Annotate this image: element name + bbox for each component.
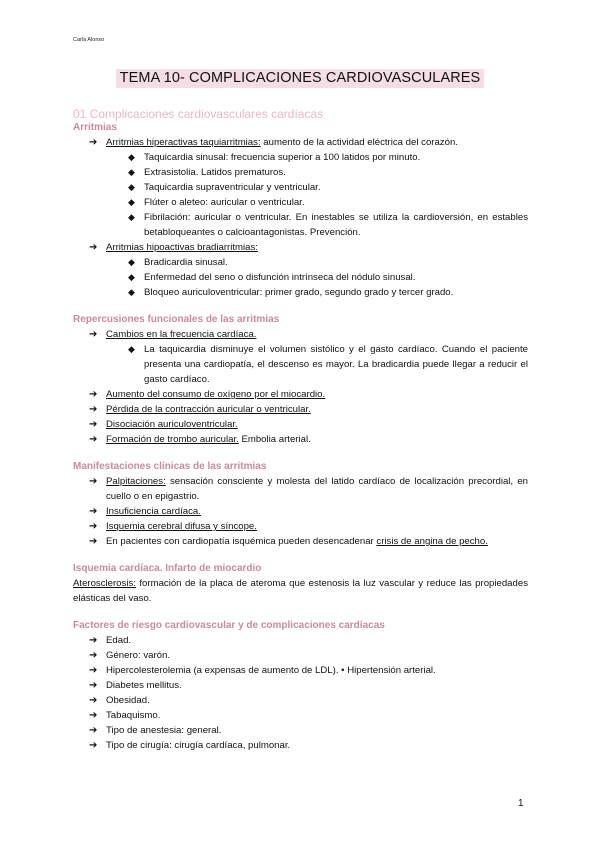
arrow-icon: ➔ bbox=[89, 665, 98, 676]
diamond-icon: ◆ bbox=[128, 152, 135, 162]
item-term: Arritmias hipoactivas bradiarritmias: bbox=[106, 242, 258, 253]
sub-item-text: Bradicardia sinusal. bbox=[144, 257, 228, 268]
diamond-icon: ◆ bbox=[128, 212, 135, 222]
item-term: Arritmias hiperactivas taquiarritmias: bbox=[106, 137, 261, 148]
paragraph-text: formación de la placa de ateroma que estenosis la luz vascular y reduce las propiedades elásticas del vaso. bbox=[73, 578, 528, 604]
spacer bbox=[73, 549, 528, 561]
arrow-icon: ➔ bbox=[89, 650, 98, 661]
arrow-icon: ➔ bbox=[89, 635, 98, 646]
item-text: Embolia arterial. bbox=[238, 434, 311, 445]
arrow-icon: ➔ bbox=[89, 389, 98, 400]
isquemia-heading: Isquemia cardíaca. Infarto de miocardio bbox=[73, 563, 262, 574]
sub-item-text: Bloqueo auriculoventricular: primer grado, segundo grado y tercer grado. bbox=[144, 287, 454, 298]
item-term: Palpitaciones: bbox=[106, 476, 166, 487]
list-item bbox=[73, 693, 528, 708]
author-name: Carla Alonso bbox=[73, 37, 105, 43]
list-item bbox=[73, 504, 528, 519]
sub-list-item bbox=[73, 270, 528, 285]
list-item bbox=[73, 633, 528, 648]
list-item bbox=[73, 327, 528, 342]
sub-item-text: Extrasistolia. Latidos prematuros. bbox=[144, 167, 286, 178]
item-text: sensación consciente y molesta del latido cardíaco de localización precordial, en cuello o en epigastrio. bbox=[106, 476, 528, 502]
item-text: Obesidad. bbox=[106, 695, 150, 706]
list-item bbox=[73, 135, 528, 150]
list-item bbox=[73, 519, 528, 534]
list-item bbox=[73, 402, 528, 417]
arrow-icon: ➔ bbox=[89, 710, 98, 721]
arrow-icon: ➔ bbox=[89, 242, 98, 253]
item-text: Cambios en la frecuencia cardíaca. bbox=[106, 329, 257, 340]
arrow-icon: ➔ bbox=[89, 419, 98, 430]
sub-list-item bbox=[73, 180, 528, 195]
item-text: Tabaquismo. bbox=[106, 710, 161, 721]
sub-list-item bbox=[73, 195, 528, 210]
arritmias-heading: Arritmias bbox=[73, 122, 117, 133]
diamond-icon: ◆ bbox=[128, 344, 135, 354]
list-item bbox=[73, 432, 528, 447]
arrow-icon: ➔ bbox=[89, 521, 98, 532]
factores-heading: Factores de riesgo cardiovascular y de complicaciones cardíacas bbox=[73, 620, 385, 631]
arrow-icon: ➔ bbox=[89, 404, 98, 415]
arrow-icon: ➔ bbox=[89, 680, 98, 691]
item-term: crisis de angina de pecho. bbox=[376, 536, 488, 547]
arrow-icon: ➔ bbox=[89, 137, 98, 148]
item-text: Tipo de anestesia: general. bbox=[106, 725, 222, 736]
paragraph bbox=[73, 576, 528, 606]
item-text: Género: varón. bbox=[106, 650, 170, 661]
list-item bbox=[73, 417, 528, 432]
item-text: Diabetes mellitus. bbox=[106, 680, 182, 691]
list-item bbox=[73, 387, 528, 402]
item-text: Disociación auriculoventricular. bbox=[106, 419, 238, 430]
list-item bbox=[73, 474, 528, 504]
arrow-icon: ➔ bbox=[89, 725, 98, 736]
list-item bbox=[73, 723, 528, 738]
item-text: aumento de la actividad eléctrica del corazón. bbox=[260, 137, 458, 148]
spacer bbox=[73, 300, 528, 312]
list-item bbox=[73, 240, 528, 255]
item-text: Tipo de cirugía: cirugía cardíaca, pulmonar. bbox=[106, 740, 291, 751]
item-text: En pacientes con cardiopatía isquémica pueden desencadenar bbox=[106, 536, 377, 547]
diamond-icon: ◆ bbox=[128, 272, 135, 282]
sub-list-item bbox=[73, 210, 528, 240]
sub-item-text: Fibrilación: auricular o ventricular. En inestables se utiliza la cardioversión, en estables betabloqueantes o calcioantagonistas. Prevención. bbox=[144, 212, 528, 238]
list-item bbox=[73, 678, 528, 693]
sub-list-item bbox=[73, 342, 528, 387]
item-text: Isquemia cerebral difusa y síncope. bbox=[106, 521, 257, 532]
diamond-icon: ◆ bbox=[128, 257, 135, 267]
sub-item-text: Taquicardia supraventricular y ventricular. bbox=[144, 182, 321, 193]
arrow-icon: ➔ bbox=[89, 506, 98, 517]
sub-list-item bbox=[73, 285, 528, 300]
document-title: TEMA 10- COMPLICACIONES CARDIOVASCULARES bbox=[116, 69, 485, 88]
sub-item-text: Enfermedad del seno o disfunción intrínseca del nódulo sinusal. bbox=[144, 272, 416, 283]
list-item bbox=[73, 708, 528, 723]
list-item bbox=[73, 648, 528, 663]
spacer bbox=[73, 606, 528, 618]
list-item bbox=[73, 663, 528, 678]
manifestaciones-heading: Manifestaciones clínicas de las arritmias bbox=[73, 461, 267, 472]
item-text: Edad. bbox=[106, 635, 132, 646]
item-term: Formación de trombo auricular. bbox=[106, 434, 239, 445]
list-item bbox=[73, 738, 528, 753]
title-wrap bbox=[0, 69, 600, 88]
diamond-icon: ◆ bbox=[128, 197, 135, 207]
sub-item-text: Taquicardia sinusal: frecuencia superior a 100 latidos por minuto. bbox=[144, 152, 421, 163]
spacer bbox=[73, 447, 528, 459]
page-number: 1 bbox=[518, 798, 524, 809]
arrow-icon: ➔ bbox=[89, 695, 98, 706]
arrow-icon: ➔ bbox=[89, 740, 98, 751]
repercusiones-heading: Repercusiones funcionales de las arritmias bbox=[73, 314, 280, 325]
item-text: Aumento del consumo de oxígeno por el miocardio. bbox=[106, 389, 326, 400]
item-text: Insuficiencia cardíaca. bbox=[106, 506, 201, 517]
diamond-icon: ◆ bbox=[128, 182, 135, 192]
paragraph-term: Aterosclerosis: bbox=[73, 578, 136, 589]
item-text: Pérdida de la contracción auricular o ventricular. bbox=[106, 404, 311, 415]
sub-list-item bbox=[73, 165, 528, 180]
sub-list-item bbox=[73, 150, 528, 165]
arrow-icon: ➔ bbox=[89, 329, 98, 340]
sub-item-text: Flúter o aleteo: auricular o ventricular. bbox=[144, 197, 305, 208]
sub-item-text: La taquicardia disminuye el volumen sistólico y el gasto cardíaco. Cuando el paciente presenta una cardiopatía, el descenso es mayor. La bradicardia puede llegar a reducir el gasto cardíaco. bbox=[144, 344, 528, 385]
section-heading: 01 Complicaciones cardiovasculares cardíacas bbox=[73, 107, 324, 121]
diamond-icon: ◆ bbox=[128, 167, 135, 177]
sub-list-item bbox=[73, 255, 528, 270]
arrow-icon: ➔ bbox=[89, 476, 98, 487]
arrow-icon: ➔ bbox=[89, 536, 98, 547]
item-text: Hipercolesterolemia (a expensas de aumento de LDL). • Hipertensión arterial. bbox=[106, 665, 436, 676]
document-body bbox=[73, 107, 528, 753]
diamond-icon: ◆ bbox=[128, 287, 135, 297]
arrow-icon: ➔ bbox=[89, 434, 98, 445]
list-item bbox=[73, 534, 528, 549]
